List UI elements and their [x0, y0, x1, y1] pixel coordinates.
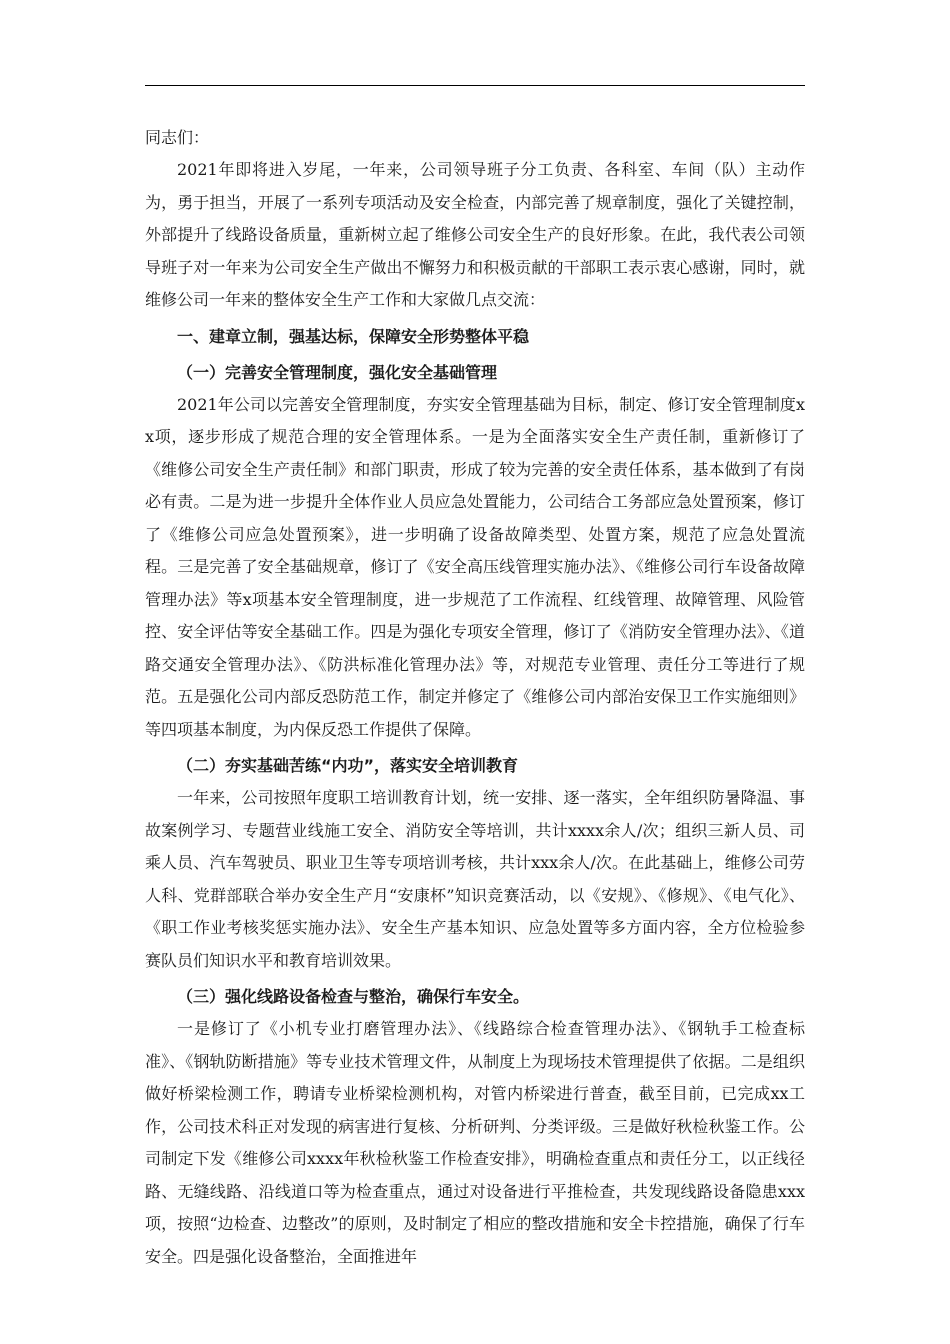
subsection-heading-3: （三）强化线路设备检查与整治，确保行车安全。: [177, 987, 530, 1006]
document-body: [145, 122, 805, 1273]
header-rule: [145, 85, 805, 86]
salutation: 同志们：: [145, 128, 210, 147]
section-heading-1: 一、建章立制，强基达标，保障安全形势整体平稳: [177, 326, 530, 346]
subsection-body-3: 一是修订了《小机专业打磨管理办法》、《线路综合检查管理办法》、《钢轨手工检查标准》、《钢轨防断措施》等专业技术管理文件，从制度上为现场技术管理提供了依据。二是组织做好桥梁检测工作，聘请专业桥梁检测机构，对管内桥梁进行普查，截至目前，已完成xx工作，公司技术科正对发现的病害进行复核、分析研判、分类评级。三是做好秋检秋鉴工作。公司制定下发《维修公司xxxx年秋检秋鉴工作检查安排》，明确检查重点和责任分工，以正线径路、无缝线路、沿线道口等为检查重点，通过对设备进行平推检查，共发现线路设备隐患xxx项，按照“边检查、边整改”的原则，及时制定了相应的整改措施和安全卡控措施，确保了行车安全。四是强化设备整治，全面推进年: [145, 1019, 805, 1266]
intro-paragraph: 2021年即将进入岁尾，一年来，公司领导班子分工负责、各科室、车间（队）主动作为，勇于担当，开展了一系列专项活动及安全检查，内部完善了规章制度，强化了关键控制，外部提升了线路设备质量，重新树立起了维修公司安全生产的良好形象。在此，我代表公司领导班子对一年来为公司安全生产做出不懈努力和积极贡献的干部职工表示衷心感谢，同时，就维修公司一年来的整体安全生产工作和大家做几点交流：: [145, 160, 805, 309]
subsection-body-2: 一年来，公司按照年度职工培训教育计划，统一安排、逐一落实，全年组织防暑降温、事故案例学习、专题营业线施工安全、消防安全等培训，共计xxxx余人/次；组织三新人员、司乘人员、汽车驾驶员、职业卫生等专项培训考核，共计xxx余人/次。在此基础上，维修公司劳人科、党群部联合举办安全生产月“安康杯”知识竞赛活动，以《安规》、《修规》、《电气化》、《职工作业考核奖惩实施办法》、安全生产基本知识、应急处置等多方面内容，全方位检验参赛队员们知识水平和教育培训效果。: [145, 788, 805, 970]
subsection-heading-2: （二）夯实基础苦练“内功”，落实安全培训教育: [177, 756, 519, 775]
subsection-body-1: 2021年公司以完善安全管理制度，夯实安全管理基础为目标，制定、修订安全管理制度xx项，逐步形成了规范合理的安全管理体系。一是为全面落实安全生产责任制，重新修订了《维修公司安全生产责任制》和部门职责，形成了较为完善的安全责任体系，基本做到了有岗必有责。二是为进一步提升全体作业人员应急处置能力，公司结合工务部应急处置预案，修订了《维修公司应急处置预案》，进一步明确了设备故障类型、处置方案，规范了应急处置流程。三是完善了安全基础规章，修订了《安全高压线管理实施办法》、《维修公司行车设备故障管理办法》等x项基本安全管理制度，进一步规范了工作流程、红线管理、故障管理、风险管控、安全评估等安全基础工作。四是为强化专项安全管理，修订了《消防安全管理办法》、《道路交通安全管理办法》、《防洪标准化管理办法》等，对规范专业管理、责任分工等进行了规范。五是强化公司内部反恐防范工作，制定并修定了《维修公司内部治安保卫工作实施细则》等四项基本制度，为内保反恐工作提供了保障。: [145, 394, 805, 739]
subsection-heading-1: （一）完善安全管理制度，强化安全基础管理: [177, 362, 498, 382]
